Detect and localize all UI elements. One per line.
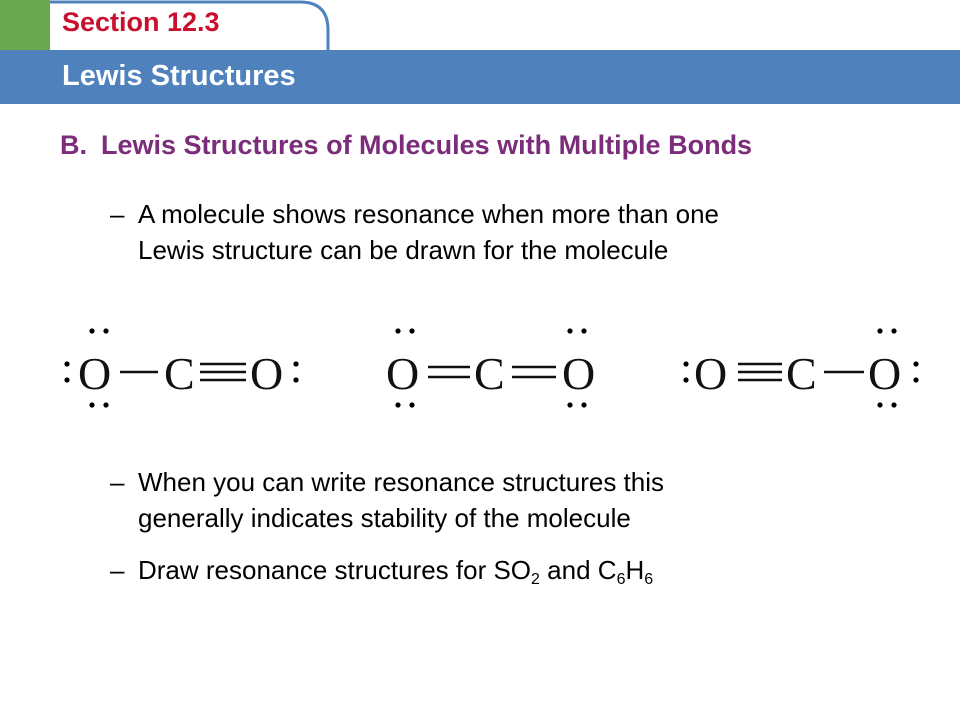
bullet-resonance-stability <box>110 464 664 536</box>
slide-header <box>0 0 960 104</box>
structure-2-atom-c: C <box>474 348 505 399</box>
resonance-structure-3 <box>683 328 918 407</box>
bullet-line-1 <box>138 552 653 598</box>
exercise-mid: and C <box>539 555 617 585</box>
structure-1-atom-o-right: O <box>250 348 284 399</box>
exercise-prefix: Draw resonance structures for SO <box>138 555 532 585</box>
resonance-structure-1 <box>64 328 298 407</box>
structure-3-atom-c: C <box>786 348 817 399</box>
structure-2-atom-o-left: O <box>386 348 420 399</box>
resonance-structure-2 <box>386 328 595 407</box>
bullet-line-1: When you can write resonance structures this <box>138 467 665 497</box>
bullet-draw-exercise <box>110 552 653 598</box>
heading-title: Lewis Structures of Molecules with Multiple Bonds <box>101 130 753 160</box>
section-topic: Lewis Structures <box>62 60 296 92</box>
bullet-dash: – <box>110 467 125 497</box>
bullet-dash: – <box>110 555 125 585</box>
bullet-resonance-definition <box>110 196 719 268</box>
section-tab-square <box>0 0 50 50</box>
section-number: Section 12.3 <box>62 7 220 37</box>
heading-letter: B. <box>60 130 87 160</box>
c6-subscript: 6 <box>616 571 626 588</box>
bullet-line-1: A molecule shows resonance when more than one <box>138 199 720 229</box>
so2-subscript: 2 <box>531 571 540 588</box>
structure-2-atom-o-right: O <box>562 348 596 399</box>
hydrogen-symbol: H <box>625 555 645 585</box>
structure-3-atom-o-right: O <box>868 348 902 399</box>
structure-1-atom-c: C <box>164 348 195 399</box>
bullet-dash: – <box>110 199 125 229</box>
structure-3-atom-o-left: O <box>694 348 728 399</box>
bullet-line-2: Lewis structure can be drawn for the molecule <box>138 235 669 265</box>
slide-heading <box>60 130 752 161</box>
structure-1-atom-o-left: O <box>78 348 112 399</box>
resonance-structures <box>0 300 960 440</box>
h6-subscript: 6 <box>644 571 654 588</box>
bullet-line-2: generally indicates stability of the molecule <box>138 503 631 533</box>
